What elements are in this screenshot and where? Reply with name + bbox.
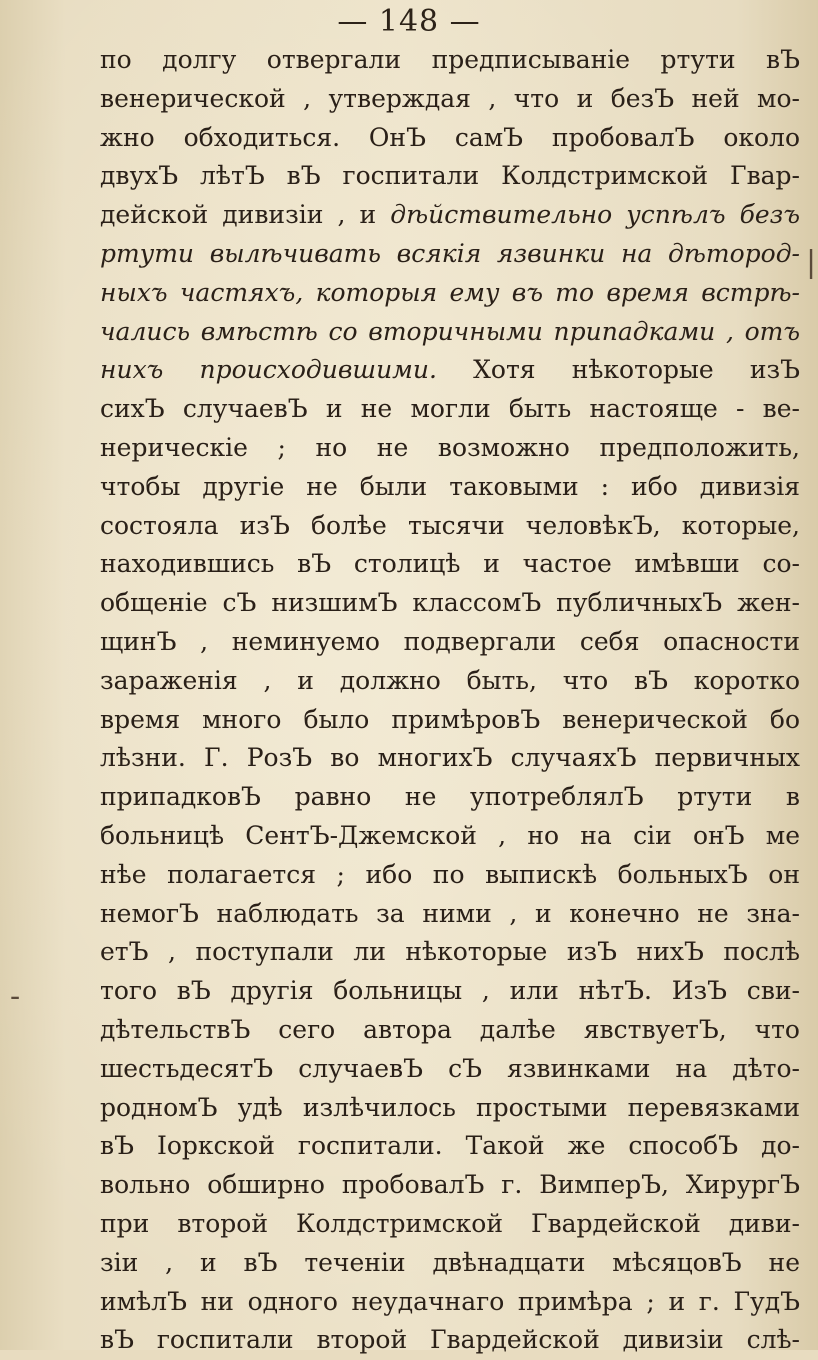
text-line bbox=[100, 196, 800, 235]
text-segment: сихЪ случаевЪ и не могли быть настояще - ве- bbox=[100, 394, 800, 424]
text-line bbox=[100, 1011, 800, 1050]
text-line bbox=[100, 1283, 800, 1322]
text-segment: вольно обширно пробовалЪ г. ВимперЪ, ХирургЪ bbox=[100, 1170, 800, 1200]
text-line bbox=[100, 41, 800, 80]
text-segment: Хотя нѣкоторые изЪ bbox=[436, 355, 800, 385]
text-line bbox=[100, 1127, 800, 1166]
text-line bbox=[100, 1244, 800, 1283]
text-line bbox=[100, 817, 800, 856]
text-segment: венерической , утверждая , что и безЪ ней мо- bbox=[100, 83, 800, 113]
text-line bbox=[100, 468, 800, 507]
text-line bbox=[100, 235, 800, 274]
text-line bbox=[100, 1050, 800, 1089]
text-line bbox=[100, 507, 800, 546]
text-line bbox=[100, 313, 800, 352]
text-segment: лѣзни. Г. РозЪ во многихЪ случаяхЪ первичных bbox=[100, 743, 800, 773]
text-line bbox=[100, 119, 800, 158]
text-segment: общенiе сЪ низшимЪ классомЪ публичныхЪ жен- bbox=[100, 588, 800, 618]
text-line bbox=[100, 1089, 800, 1128]
text-segment: нѣе полагается ; ибо по выпискѣ больныхЪ он bbox=[100, 859, 800, 889]
text-line bbox=[100, 933, 800, 972]
text-segment: припадковЪ равно не употреблялЪ ртути в bbox=[100, 782, 800, 812]
text-segment: дейской дивизiи , и bbox=[100, 200, 391, 230]
italic-text: ртути вылѣчивать всякiя язвинки на дѣтород- bbox=[100, 238, 800, 268]
text-line bbox=[100, 157, 800, 196]
text-line bbox=[100, 739, 800, 778]
text-line bbox=[100, 274, 800, 313]
text-segment: зараженiя , и должно быть, что вЪ коротко bbox=[100, 665, 800, 695]
text-segment: жно обходиться. ОнЪ самЪ пробовалЪ около bbox=[100, 122, 800, 152]
text-line bbox=[100, 778, 800, 817]
text-segment: родномЪ удѣ излѣчилось простыми перевязками bbox=[100, 1092, 800, 1122]
text-segment: щинЪ , неминуемо подвергали себя опасности bbox=[100, 626, 800, 656]
text-segment: зiи , и вЪ теченiи двѣнадцати мѣсяцовЪ не bbox=[100, 1247, 800, 1277]
italic-text: дѣйствительно успѣлъ безъ bbox=[390, 200, 800, 230]
text-line bbox=[100, 351, 800, 390]
text-segment: при второй Колдстримской Гвардейской диви- bbox=[100, 1208, 800, 1238]
text-segment: время много было примѣровЪ венерической бо bbox=[100, 704, 800, 734]
text-segment: состояла изЪ болѣе тысячи человѣкЪ, которые, bbox=[100, 510, 800, 540]
text-segment: по долгу отвергали предписыванiе ртути вЪ bbox=[100, 45, 800, 74]
text-segment: етЪ , поступали ли нѣкоторые изЪ нихЪ послѣ bbox=[100, 937, 800, 967]
text-segment: больницѣ СентЪ-Джемской , но на сiи онЪ ме bbox=[100, 820, 800, 850]
text-line bbox=[100, 390, 800, 429]
text-line bbox=[100, 545, 800, 584]
text-segment: нерическiе ; но не возможно предположить, bbox=[100, 432, 800, 462]
text-line bbox=[100, 1205, 800, 1244]
text-segment: двухЪ лѣтЪ вЪ госпитали Колдстримской Гвар- bbox=[100, 161, 800, 191]
text-segment: имѣлЪ ни одного неудачнаго примѣра ; и г. ГудЪ bbox=[100, 1286, 800, 1316]
text-segment: немогЪ наблюдать за ними , и конечно не зна- bbox=[100, 898, 800, 928]
margin-mark: | bbox=[806, 245, 817, 280]
text-line bbox=[100, 895, 800, 934]
italic-text: чались вмѣстѣ со вторичными припадками , отъ bbox=[100, 316, 800, 346]
text-line bbox=[100, 623, 800, 662]
italic-text: ныхъ частяхъ, которыя ему въ то время встрѣ- bbox=[100, 277, 800, 307]
text-line bbox=[100, 1166, 800, 1205]
text-line bbox=[100, 80, 800, 119]
text-line bbox=[100, 972, 800, 1011]
page-text bbox=[100, 41, 800, 1360]
page-number: — 148 — bbox=[337, 4, 481, 39]
text-line bbox=[100, 429, 800, 468]
text-line bbox=[100, 1321, 800, 1360]
margin-mark: ‑ bbox=[10, 979, 21, 1014]
text-segment: чтобы другiе не были таковыми : ибо дивизiя bbox=[100, 471, 800, 501]
text-line bbox=[100, 701, 800, 740]
text-segment: дѣтельствЪ сего автора далѣе явствуетЪ, что bbox=[100, 1014, 800, 1044]
text-line bbox=[100, 662, 800, 701]
text-line bbox=[100, 856, 800, 895]
text-segment: находившись вЪ столицѣ и частое имѣвши со- bbox=[100, 549, 800, 579]
text-segment: шестьдесятЪ случаевЪ сЪ язвинками на дѣто- bbox=[100, 1053, 800, 1083]
text-line bbox=[100, 584, 800, 623]
text-segment: вЪ Iоркской госпитали. Такой же способЪ до- bbox=[100, 1131, 800, 1161]
italic-text: нихъ происходившими. bbox=[100, 355, 437, 385]
text-segment: вЪ госпитали второй Гвардейской дивизiи слѣ- bbox=[100, 1325, 800, 1355]
text-segment: того вЪ другiя больницы , или нѣтЪ. ИзЪ сви- bbox=[100, 976, 800, 1006]
